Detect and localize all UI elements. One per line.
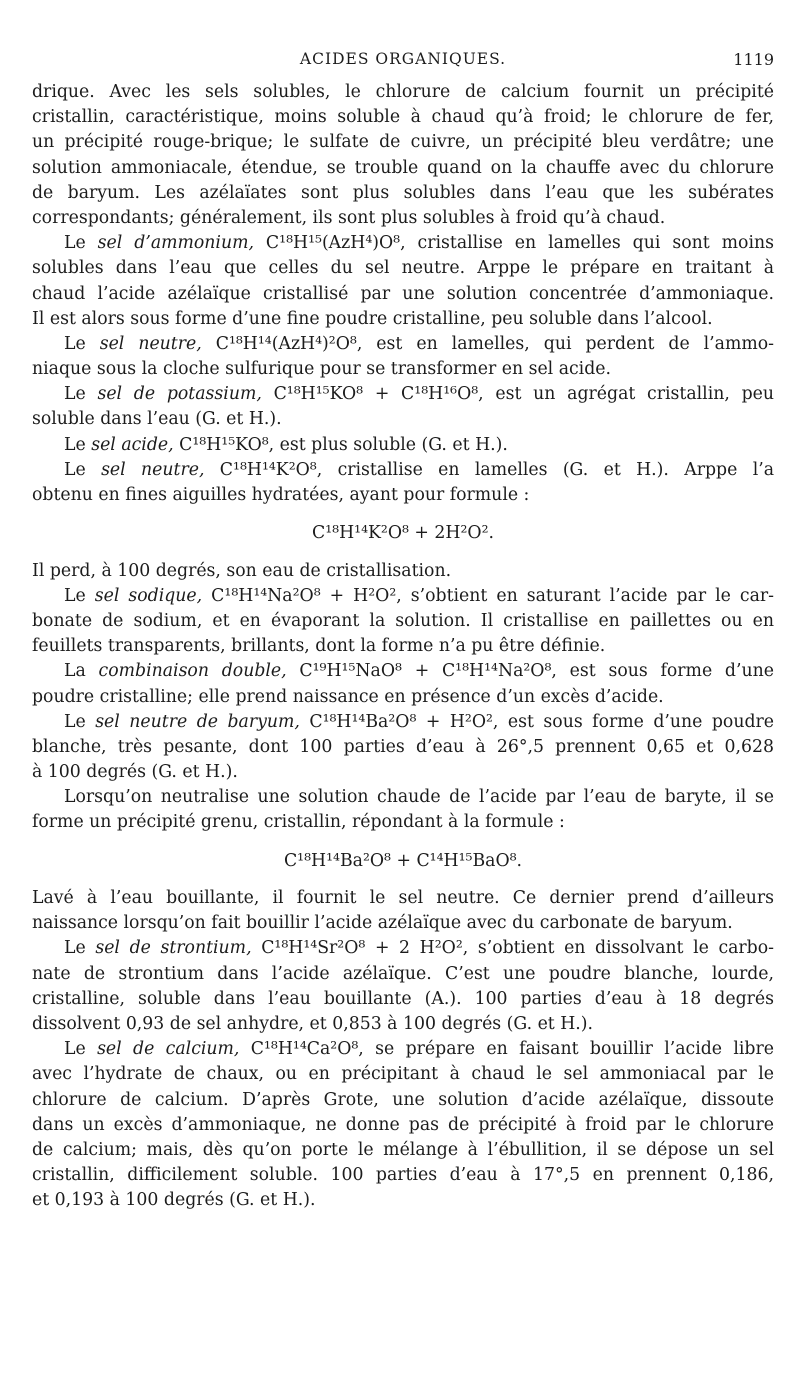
text-line: de baryum. Les azélaïates sont plus solubles dans l’eau que les subérates bbox=[32, 182, 774, 203]
line-text: La bbox=[64, 661, 99, 682]
line-text: Le bbox=[64, 333, 100, 354]
text-line: feuillets transparents, brillants, dont la forme n’a pu être définie. bbox=[32, 636, 606, 657]
line-text: C¹⁸H¹⁴Sr²O⁸ + 2 H²O², s’obtient en dissolvant le carbo- bbox=[251, 938, 774, 959]
text-line: niaque sous la cloche sulfurique pour se transformer en sel acide. bbox=[32, 359, 611, 380]
line-text: Le bbox=[64, 384, 98, 405]
text-line: chlorure de calcium. D’après Grote, une solution d’acide azélaïque, dissoute bbox=[32, 1089, 774, 1110]
salt-name: sel de strontium, bbox=[95, 938, 252, 959]
text-line bbox=[32, 659, 774, 684]
salt-name: sel de calcium, bbox=[97, 1039, 240, 1060]
text-line: cristallin, difficilement soluble. 100 parties d’eau à 17°,5 en prennent 0,186, bbox=[32, 1165, 774, 1186]
text-line bbox=[32, 332, 774, 357]
line-text: C¹⁸H¹⁴Ba²O⁸ + H²O², est sous forme d’une poudre bbox=[299, 711, 774, 732]
line-text: Le bbox=[64, 585, 95, 606]
line-text: C¹⁸H¹⁵(AzH⁴)O⁸, cristallise en lamelles qui sont moins bbox=[253, 233, 774, 254]
formula-line: C¹⁸H¹⁴Ba²O⁸ + C¹⁴H¹⁵BaO⁸. bbox=[283, 850, 523, 871]
text-line: bonate de sodium, et en évaporant la solution. Il cristallise en paillettes ou en bbox=[32, 610, 774, 631]
text-line: soluble dans l’eau (G. et H.). bbox=[32, 409, 282, 430]
formula-line: C¹⁸H¹⁴K²O⁸ + 2H²O². bbox=[312, 523, 494, 544]
salt-name: sel acide, bbox=[91, 434, 174, 455]
line-text: C¹⁸H¹⁴K²O⁸, cristallise en lamelles (G. et H.). Arppe l’a bbox=[204, 459, 775, 480]
text-line: naissance lorsqu’on fait bouillir l’acide azélaïque avec du carbonate de baryum. bbox=[32, 913, 733, 934]
page-number: 1119 bbox=[733, 50, 774, 69]
text-line: chaud l’acide azélaïque cristallisé par une solution concentrée d’ammoniaque. bbox=[32, 283, 774, 304]
running-title: ACIDES ORGANIQUES. bbox=[299, 50, 507, 68]
salt-name: sel sodique, bbox=[94, 585, 203, 606]
text-line bbox=[32, 231, 774, 256]
line-text: Le bbox=[64, 1039, 98, 1060]
salt-name: sel de potassium, bbox=[97, 384, 262, 405]
salt-name: sel neutre, bbox=[101, 459, 205, 480]
line-text: Le bbox=[64, 459, 102, 480]
text-line: et 0,193 à 100 degrés (G. et H.). bbox=[32, 1190, 316, 1211]
text-line: poudre cristalline; elle prend naissance en présence d’un excès d’acide. bbox=[32, 686, 664, 707]
text-line: Lorsqu’on neutralise une solution chaude de l’acide par l’eau de baryte, il se bbox=[64, 787, 774, 808]
line-text: Le bbox=[64, 233, 98, 254]
text-line: Lavé à l’eau bouillante, il fournit le sel neutre. Ce dernier prend d’ailleurs bbox=[32, 888, 774, 909]
text-line: correspondants; généralement, ils sont plus solubles à froid qu’à chaud. bbox=[32, 207, 666, 228]
salt-name: sel neutre de baryum, bbox=[95, 711, 300, 732]
text-line: à 100 degrés (G. et H.). bbox=[32, 762, 238, 783]
text-line: cristalline, soluble dans l’eau bouillante (A.). 100 parties d’eau à 18 degrés bbox=[32, 988, 774, 1009]
text-line: dans un excès d’ammoniaque, ne donne pas de précipité à froid par le chlorure bbox=[32, 1114, 774, 1135]
line-text: C¹⁸H¹⁴Ca²O⁸, se prépare en faisant bouillir l’acide libre bbox=[239, 1039, 774, 1060]
text-line bbox=[32, 382, 774, 407]
line-text: Le bbox=[64, 938, 96, 959]
text-line: un précipité rouge-brique; le sulfate de cuivre, un précipité bleu verdâtre; une bbox=[32, 132, 774, 153]
text-line bbox=[32, 433, 774, 458]
text-line: de calcium; mais, dès qu’on porte le mélange à l’ébullition, il se dépose un sel bbox=[32, 1139, 774, 1160]
text-line: nate de strontium dans l’acide azélaïque. C’est une poudre blanche, lourde, bbox=[32, 963, 774, 984]
text-line: obtenu en fines aiguilles hydratées, ayant pour formule : bbox=[32, 485, 530, 505]
line-text: Le bbox=[64, 711, 96, 732]
running-header bbox=[32, 50, 774, 72]
text-line bbox=[32, 1037, 774, 1062]
line-text: C¹⁹H¹⁵NaO⁸ + C¹⁸H¹⁴Na²O⁸, est sous forme d’une bbox=[286, 661, 774, 682]
text-line: forme un précipité grenu, cristallin, répondant à la formule : bbox=[32, 812, 565, 833]
line-text: C¹⁸H¹⁴Na²O⁸ + H²O², s’obtient en saturant l’acide par le car- bbox=[202, 585, 775, 606]
text-line: solubles dans l’eau que celles du sel neutre. Arppe le prépare en traitant à bbox=[32, 258, 774, 279]
text-line bbox=[32, 458, 774, 483]
line-text: C¹⁸H¹⁵KO⁸, est plus soluble (G. et H.). bbox=[173, 434, 508, 455]
text-line: solution ammoniacale, étendue, se trouble quand on la chauffe avec du chlorure bbox=[32, 157, 774, 178]
text-line: Il est alors sous forme d’une fine poudre cristalline, peu soluble dans l’alcool. bbox=[32, 308, 713, 329]
line-text: C¹⁸H¹⁵KO⁸ + C¹⁸H¹⁶O⁸, est un agrégat cristallin, peu bbox=[261, 384, 775, 405]
body-text bbox=[32, 80, 774, 1213]
text-line: drique. Avec les sels solubles, le chlorure de calcium fournit un précipité bbox=[32, 82, 774, 102]
text-line: Il perd, à 100 degrés, son eau de cristallisation. bbox=[32, 560, 452, 581]
text-line bbox=[32, 584, 774, 609]
text-line bbox=[32, 710, 774, 735]
salt-name: sel neutre, bbox=[99, 333, 202, 354]
text-line: dissolvent 0,93 de sel anhydre, et 0,853 à 100 degrés (G. et H.). bbox=[32, 1013, 594, 1034]
line-text: C¹⁸H¹⁴(AzH⁴)²O⁸, est en lamelles, qui perdent de l’ammo- bbox=[201, 333, 775, 354]
text-line bbox=[32, 936, 774, 961]
salt-name: combinaison double, bbox=[98, 661, 287, 682]
salt-name: sel d’ammonium, bbox=[97, 233, 254, 254]
text-line: cristallin, caractéristique, moins soluble à chaud qu’à froid; le chlorure de fer, bbox=[32, 107, 774, 128]
line-text: Le bbox=[64, 434, 92, 455]
text-line: blanche, très pesante, dont 100 parties d’eau à 26°,5 prennent 0,65 et 0,628 bbox=[32, 736, 774, 757]
text-line: avec l’hydrate de chaux, ou en précipitant à chaud le sel ammoniacal par le bbox=[32, 1064, 774, 1085]
